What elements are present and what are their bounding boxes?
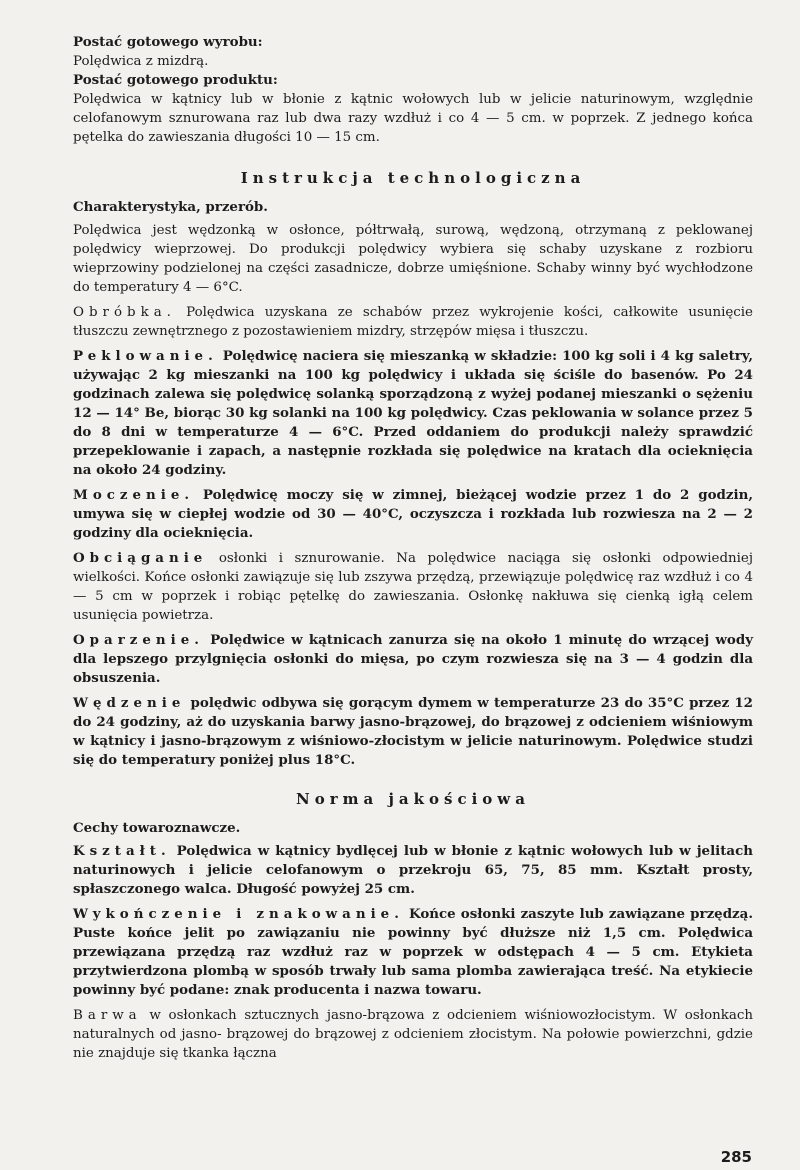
scalding-heading: Oparzenie. [73,632,204,648]
curing-heading: Peklowanie. [73,348,218,364]
processing-text: Polędwica uzyskana ze schabów przez wykrojenie kości, całkowite usunięcie tłuszczu zewnętrznego z pozostawieniem mizdry, strzępów mięsa i tłuszczu. [73,305,753,339]
curing-text: Polędwicę naciera się mieszanką w składzie: 100 kg soli i 4 kg saletry, używając 2 kg mieszanki na 100 kg polędwicy i układa się ściśle do basenów. Po 24 godzinach zalewa się polędwicę solanką sporządzoną z wyżej podanej mieszanki o sężeniu 12 — 14° Be, biorąc 30 kg solanki na 100 kg polędwicy. Czas peklowania w solance przez 5 do 8 dni w temperaturze 4 — 6°C. Przed oddaniem do produkcji należy sprawdzić przepeklowanie i zapach, a następnie rozkłada się polędwice na kratach dla ocieknięcia na około 24 godziny. [73,348,753,478]
instr-paragraph-scalding [73,631,753,688]
product-form-label: Postać gotowego wyrobu: [73,34,263,50]
casing-text: osłonki i sznurowanie. Na polędwice naciąga się osłonki odpowiedniej wielkości. Końce osłonki zawiązuje się lub zszywa przędzą, przewiązuje polędwicę raz wzdłuż i co 4 — 5 cm w poprzek i robiąc pętelkę do zawieszania. Osłonkę nakłuwa się cienką igłą celem usunięcia powietrza. [73,551,753,623]
colour-text: w osłonkach sztucznych jasno-brązowa z odcieniem wiśniowozłocistym. W osłonkach naturalnych od jasno- brązowej do brązowej z odcieniem złocistym. Na połowie powierzchni, gdzie nie znajduje się tkanka łączna [73,1008,753,1061]
shape-text: Polędwica w kątnicy bydlęcej lub w błonie z kątnic wołowych lub w jelitach naturinowych i jelicie celofanowym o przekroju 65, 75, 85 mm. Kształt prosty, spłaszczonego walca. Długość powyżej 25 cm. [73,843,753,897]
instr-paragraph-curing [73,347,753,480]
finish-heading: Wykończenie i znakowanie. [73,906,404,922]
colour-heading: Barwa [73,1008,142,1023]
characteristics-heading: Charakterystyka, przerób. [73,199,268,215]
quality-norm-title: Norma jakościowa [296,790,530,808]
instr-paragraph-casing [73,549,753,625]
norm-paragraph-finish [73,905,753,1000]
smoking-text: polędwic odbywa się gorącym dymem w temperaturze 23 do 35°C przez 12 do 24 godziny, aż do uzyskania barwy jasno-brązowej, do brązowej z odcieniem wiśniowym w kątnicy i jasno-brązowym z wiśniowo-złocistym w jelicie naturinowym. Polędwice studzi się do temperatury poniżej plus 18°C. [73,695,753,768]
page-number: 285 [720,1148,752,1166]
instr-paragraph-soaking [73,486,753,543]
processing-heading: Obróbka. [73,305,176,320]
finish-text: Końce osłonki zaszyte lub zawiązane przędzą. Puste końce jelit po zawiązaniu nie powinny być dłuższe niż 1,5 cm. Polędwica przewiązana przędzą raz wzdłuż raz w poprzek w odstępach 4 — 5 cm. Etykieta przytwierdzona plombą w sposób trwały lub sama plomba zawierająca treść. Na etykiecie powinny być podane: znak producenta i nazwa towaru. [73,906,753,998]
instr-paragraph-1: Polędwica jest wędzonką w osłonce, półtrwałą, surową, wędzoną, otrzymaną z peklowanej polędwicy wieprzowej. Do produkcji polędwicy wybiera się schaby uzyskane z rozbioru wieprzowiny podzielonej na części zasadnicze, dobrze umięśnione. Schaby winny być wychłodzone do temperatury 4 — 6°C. [73,223,753,295]
commodity-features-heading: Cechy towaroznawcze. [73,820,241,836]
smoking-heading: Wędzenie [73,695,186,711]
finished-product-label: Postać gotowego produktu: [73,72,278,88]
norm-paragraph-colour [73,1006,753,1063]
page-content [73,33,753,1069]
soaking-heading: Moczenie. [73,487,195,503]
shape-heading: Kształt. [73,843,171,859]
casing-heading: Obciąganie [73,550,208,566]
instr-paragraph-processing [73,303,753,341]
product-form-text: Polędwica z mizdrą. [73,54,209,69]
norm-paragraph-shape [73,842,753,899]
finished-product-text: Polędwica w kątnicy lub w błonie z kątnic wołowych lub w jelicie naturinowym, względnie celofanowym sznurowana raz lub dwa razy wzdłuż i co 4 — 5 cm. w poprzek. Z jednego końca pętelka do zawieszania długości 10 — 15 cm. [73,92,753,145]
instruction-title: Instrukcja technologiczna [240,169,586,187]
scalding-text: Polędwice w kątnicach zanurza się na około 1 minutę do wrzącej wody dla lepszego przylgnięcia osłonki do mięsa, po czym rozwiesza się na 3 — 4 godzin dla obsuszenia. [73,632,753,686]
product-form-section [73,33,753,147]
soaking-text: Polędwicę moczy się w zimnej, bieżącej wodzie przez 1 do 2 godzin, umywa się w ciepłej wodzie od 30 — 40°C, oczyszcza i rozkłada lub rozwiesza na 2 — 2 godziny dla ocieknięcia. [73,487,753,541]
instr-paragraph-smoking [73,694,753,770]
